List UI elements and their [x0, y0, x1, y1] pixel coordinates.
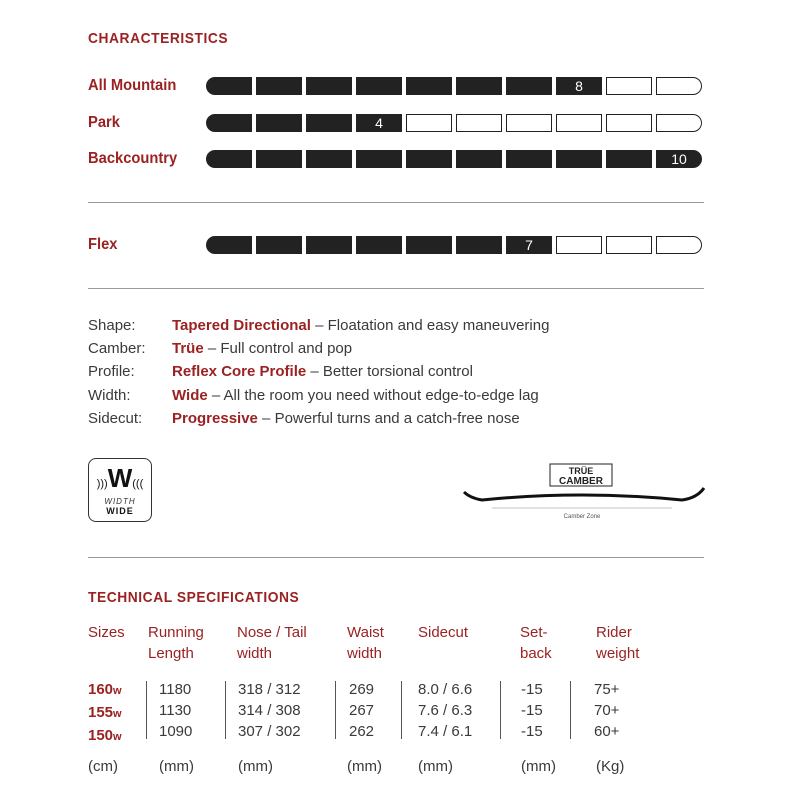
rating-segment [256, 77, 302, 95]
spec-sidecut [88, 409, 520, 429]
rating-segment [656, 77, 702, 95]
rating-segment [506, 114, 552, 132]
running-length-column: 1180 1130 1090 [159, 681, 193, 740]
spec-desc: – Better torsional control [306, 363, 473, 380]
divider [88, 288, 704, 289]
characteristics-title: CHARACTERISTICS [88, 30, 229, 47]
camber-logo-top: TRÜE [568, 466, 594, 476]
camber-logo-bottom: CAMBER [559, 476, 603, 487]
rating-bar [206, 236, 702, 254]
setback-column: -15 -15 -15 [521, 681, 543, 740]
spec-desc: – Full control and pop [203, 340, 353, 357]
rating-label: Park [88, 114, 120, 131]
rating-segment [256, 236, 302, 254]
rating-segment [356, 114, 402, 132]
rating-bar [206, 77, 702, 95]
rating-segment [656, 150, 702, 168]
rating-all-mountain [88, 76, 708, 96]
rating-segment [606, 150, 652, 168]
rating-segment [406, 150, 452, 168]
rating-segment [456, 114, 502, 132]
camber-zone-label: Camber Zone [563, 514, 601, 520]
rating-label: Flex [88, 236, 118, 253]
spec-key: Shape: [88, 317, 136, 334]
rating-segment [606, 114, 652, 132]
rating-flex [88, 235, 708, 255]
unit-waist: (mm) [347, 758, 382, 775]
header-setback: Set- back [520, 624, 552, 662]
rating-segment [556, 236, 602, 254]
spec-key: Sidecut: [88, 410, 143, 427]
divider [88, 202, 704, 203]
header-running-length: Running Length [148, 624, 204, 662]
spec-name: Reflex Core Profile [172, 363, 307, 380]
rating-segment [506, 236, 552, 254]
rating-segment [306, 77, 352, 95]
waist-column: 269 267 262 [349, 681, 375, 740]
spec-key: Width: [88, 387, 131, 404]
board-profile-line [464, 488, 704, 500]
rating-segment [306, 150, 352, 168]
header-nose-tail: Nose / Tail width [237, 624, 307, 662]
rating-value: 4 [375, 115, 383, 131]
rating-label: All Mountain [88, 77, 177, 94]
rating-park [88, 113, 708, 133]
rating-segment [256, 150, 302, 168]
nose-tail-column: 318 / 312 314 / 308 307 / 302 [238, 681, 301, 740]
rating-segment [256, 114, 302, 132]
rating-value: 10 [671, 151, 687, 167]
header-sizes: Sizes [88, 624, 125, 641]
rating-label: Backcountry [88, 150, 178, 167]
badge-line1: WIDTH [104, 497, 136, 506]
rating-segment [206, 114, 252, 132]
rider-weight-column: 75+ 70+ 60+ [594, 681, 620, 740]
sidecut-column: 8.0 / 6.6 7.6 / 6.3 7.4 / 6.1 [418, 681, 473, 740]
badge-w-icon: )))W((( [96, 463, 144, 493]
column-divider [401, 681, 402, 739]
sizes-column: 160w 155w 150w [88, 681, 122, 744]
spec-key: Camber: [88, 340, 146, 357]
unit-running-length: (mm) [159, 758, 194, 775]
spec-name: Progressive [172, 410, 258, 427]
spec-name: Wide [172, 387, 208, 404]
unit-setback: (mm) [521, 758, 556, 775]
unit-nose-tail: (mm) [238, 758, 273, 775]
rating-segment [656, 236, 702, 254]
spec-shape [88, 316, 549, 336]
rating-segment [356, 236, 402, 254]
header-waist: Waist width [347, 624, 384, 662]
rating-segment [206, 236, 252, 254]
column-divider [146, 681, 147, 739]
unit-sizes: (cm) [88, 758, 118, 775]
rating-segment [606, 236, 652, 254]
rating-bar [206, 150, 702, 168]
spec-width [88, 386, 539, 406]
divider [88, 557, 704, 558]
rating-segment [456, 236, 502, 254]
column-divider [570, 681, 571, 739]
rating-segment [406, 77, 452, 95]
badge-line2: WIDE [106, 506, 134, 516]
rating-segment [406, 236, 452, 254]
rating-segment [306, 236, 352, 254]
unit-sidecut: (mm) [418, 758, 453, 775]
header-sidecut: Sidecut [418, 624, 469, 641]
camber-profile-diagram [462, 460, 712, 524]
technical-title: TECHNICAL SPECIFICATIONS [88, 589, 300, 606]
rating-segment [506, 150, 552, 168]
rating-segment [556, 150, 602, 168]
column-divider [335, 681, 336, 739]
rating-segment [206, 77, 252, 95]
width-wide-badge [88, 458, 152, 522]
rating-value: 8 [575, 78, 583, 94]
rating-segment [656, 114, 702, 132]
rating-segment [606, 77, 652, 95]
header-rider-weight: Rider weight [596, 624, 640, 662]
spec-desc: – Floatation and easy maneuvering [310, 317, 550, 334]
rating-segment [556, 77, 602, 95]
rating-segment [356, 77, 402, 95]
rating-value: 7 [525, 237, 533, 253]
rating-segment [306, 114, 352, 132]
rating-segment [506, 77, 552, 95]
spec-key: Profile: [88, 363, 135, 380]
rating-segment [456, 150, 502, 168]
unit-rider-weight: (Kg) [596, 758, 625, 775]
spec-name: Trüe [172, 340, 204, 357]
spec-name: Tapered Directional [172, 317, 311, 334]
rating-segment [356, 150, 402, 168]
rating-segment [406, 114, 452, 132]
rating-backcountry [88, 149, 708, 169]
column-divider [225, 681, 226, 739]
rating-segment [556, 114, 602, 132]
spec-desc: – All the room you need without edge-to-edge lag [207, 387, 539, 404]
spec-desc: – Powerful turns and a catch-free nose [257, 410, 520, 427]
column-divider [500, 681, 501, 739]
rating-segment [206, 150, 252, 168]
rating-bar [206, 114, 702, 132]
spec-camber [88, 339, 352, 359]
rating-segment [456, 77, 502, 95]
spec-profile [88, 362, 473, 382]
